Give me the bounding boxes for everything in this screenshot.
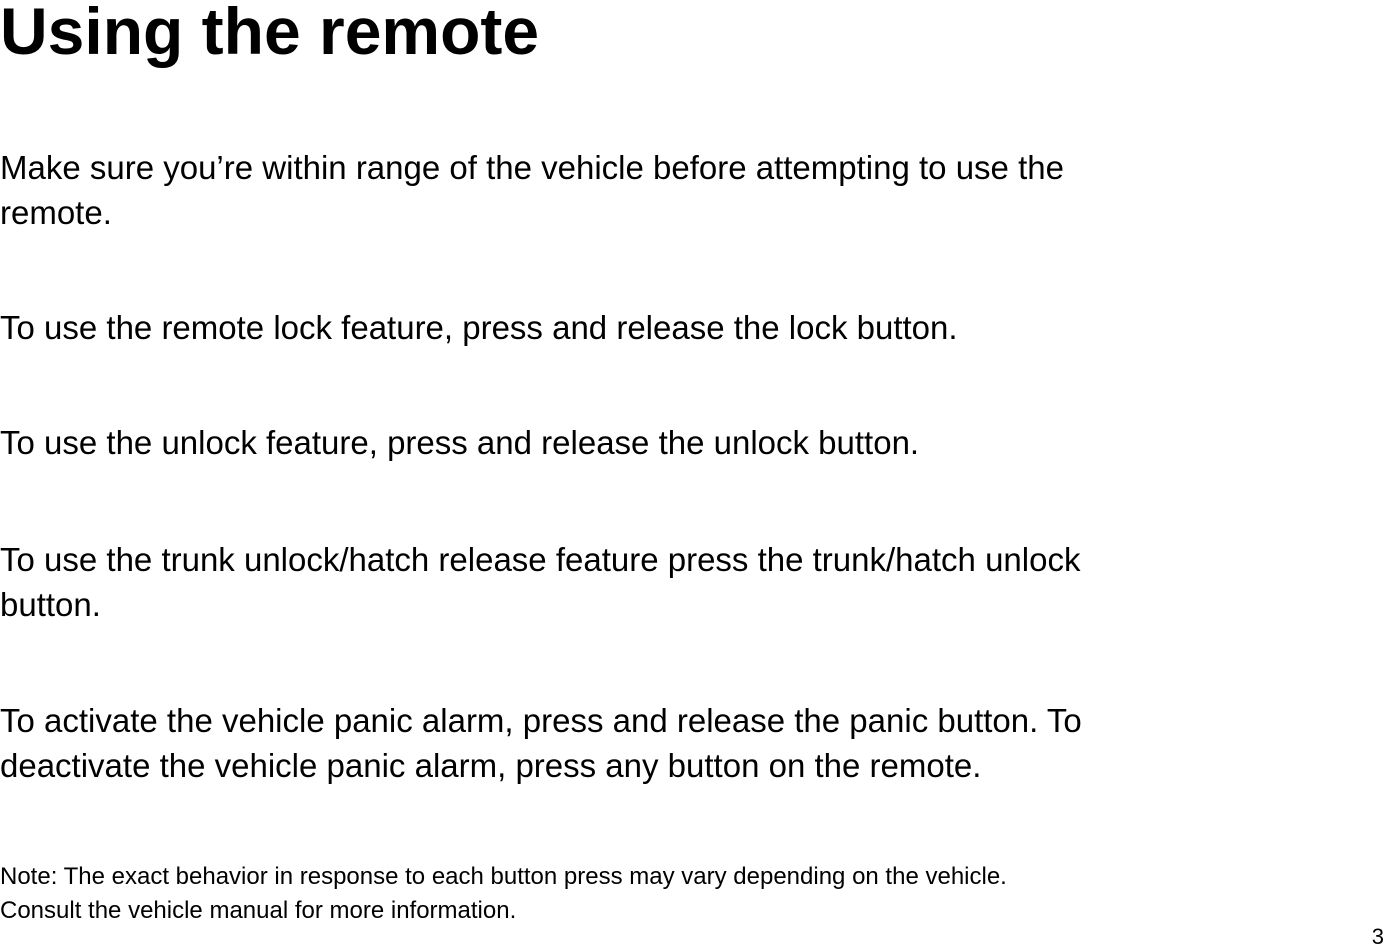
paragraph-line: To activate the vehicle panic alarm, press and release the panic button. To: [0, 702, 1082, 739]
paragraph-line: To use the trunk unlock/hatch release feature press the trunk/hatch unlock: [0, 541, 1081, 578]
paragraph-trunk: [0, 537, 1250, 627]
note-line: Note: The exact behavior in response to each button press may vary depending on the vehicle.: [0, 863, 1007, 890]
paragraph-line: To use the unlock feature, press and release the unlock button.: [0, 424, 920, 461]
paragraph-line: deactivate the vehicle panic alarm, press any button on the remote.: [0, 747, 982, 784]
page-number: 3: [1371, 924, 1384, 949]
paragraph-line: remote.: [0, 194, 112, 231]
paragraph-line: button.: [0, 586, 101, 623]
paragraph-panic: [0, 698, 1250, 788]
note-line: Consult the vehicle manual for more information.: [0, 897, 517, 924]
page-title: Using the remote: [0, 0, 540, 68]
paragraph-range: [0, 145, 1250, 235]
paragraph-line: To use the remote lock feature, press and release the lock button.: [0, 309, 958, 346]
paragraph-line: Make sure you’re within range of the vehicle before attempting to use the: [0, 149, 1064, 186]
paragraph-lock: [0, 305, 1250, 350]
note-text: [0, 860, 1300, 928]
paragraph-unlock: [0, 420, 1250, 465]
